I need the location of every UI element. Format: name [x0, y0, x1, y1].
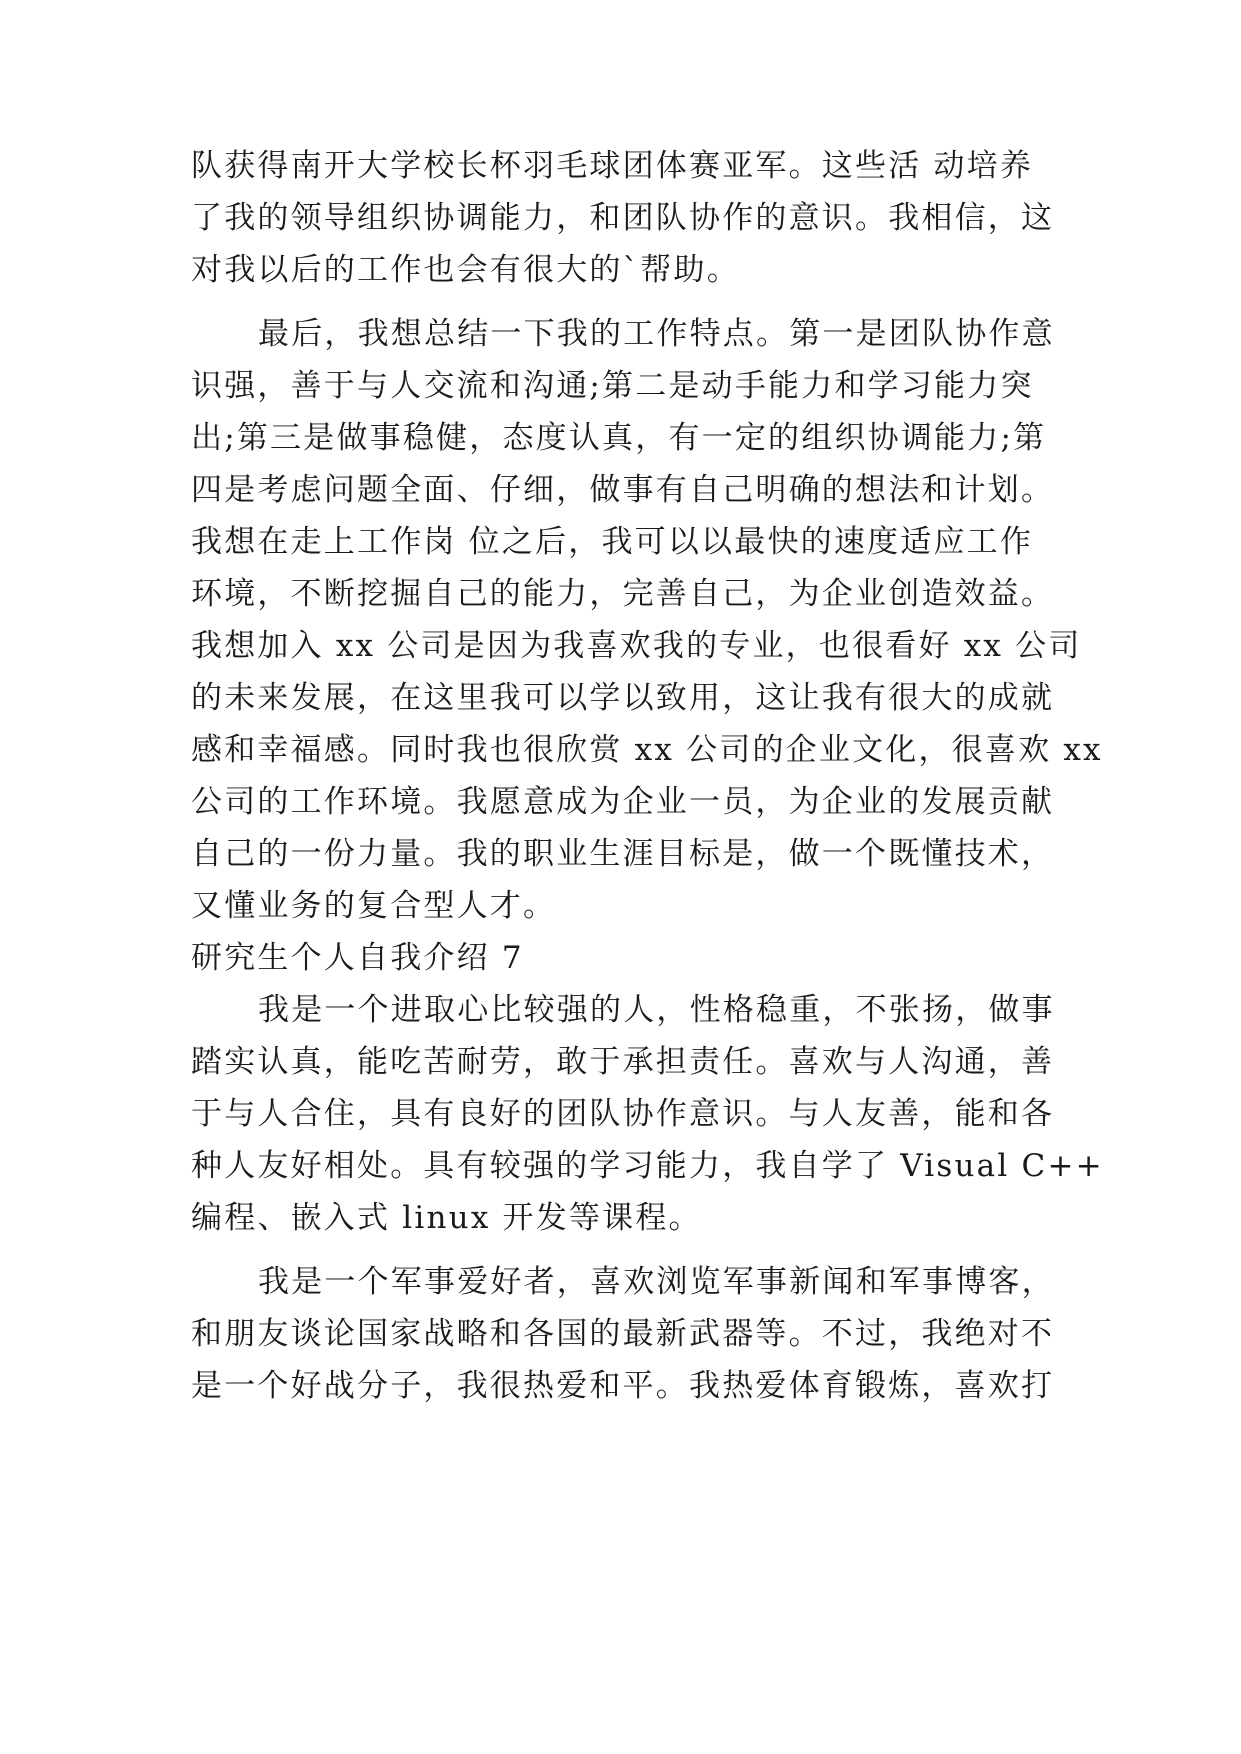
paragraph-line: 是一个好战分子，我很热爱和平。我热爱体育锻炼，喜欢打: [191, 1368, 1055, 1404]
paragraph-line: 四是考虑问题全面、仔细，做事有自己明确的想法和计划。: [191, 472, 1055, 508]
paragraph-line: 了我的领导组织协调能力，和团队协作的意识。我相信，这: [191, 200, 1055, 236]
paragraph-line: 出;第三是做事稳健，态度认真，有一定的组织协调能力;第: [191, 420, 1047, 456]
paragraph-first-line: 最后，我想总结一下我的工作特点。第一是团队协作意: [258, 316, 1055, 352]
section-heading: 研究生个人自我介绍 7: [191, 940, 524, 976]
paragraph-first-line: 我是一个进取心比较强的人，性格稳重，不张扬，做事: [258, 992, 1055, 1028]
paragraph-line: 又懂业务的复合型人才。: [191, 888, 557, 924]
paragraph-line: 队获得南开大学校长杯羽毛球团体赛亚军。这些活 动培养: [191, 148, 1034, 184]
paragraph-line: 公司的工作环境。我愿意成为企业一员，为企业的发展贡献: [191, 784, 1055, 820]
paragraph-line: 对我以后的工作也会有很大的`帮助。: [191, 252, 740, 288]
paragraph-line: 种人友好相处。具有较强的学习能力，我自学了 Visual C++: [191, 1148, 1104, 1184]
paragraph-line: 环境，不断挖掘自己的能力，完善自己，为企业创造效益。: [191, 576, 1055, 612]
paragraph-line: 我想在走上工作岗 位之后，我可以以最快的速度适应工作: [191, 524, 1034, 560]
paragraph-line: 的未来发展，在这里我可以学以致用，这让我有很大的成就: [191, 680, 1055, 716]
paragraph-line: 踏实认真，能吃苦耐劳，敢于承担责任。喜欢与人沟通，善: [191, 1044, 1055, 1080]
paragraph-line: 识强，善于与人交流和沟通;第二是动手能力和学习能力突: [191, 368, 1034, 404]
paragraph-line: 于与人合住，具有良好的团队协作意识。与人友善，能和各: [191, 1096, 1055, 1132]
paragraph-line: 自己的一份力量。我的职业生涯目标是，做一个既懂技术，: [191, 836, 1055, 872]
paragraph-line: 和朋友谈论国家战略和各国的最新武器等。不过，我绝对不: [191, 1316, 1055, 1352]
paragraph-first-line: 我是一个军事爱好者，喜欢浏览军事新闻和军事博客，: [258, 1264, 1055, 1300]
paragraph-line: 感和幸福感。同时我也很欣赏 xx 公司的企业文化，很喜欢 xx: [191, 732, 1103, 768]
paragraph-line: 我想加入 xx 公司是因为我喜欢我的专业，也很看好 xx 公司: [191, 628, 1082, 664]
paragraph-line: 编程、嵌入式 linux 开发等课程。: [191, 1200, 702, 1236]
